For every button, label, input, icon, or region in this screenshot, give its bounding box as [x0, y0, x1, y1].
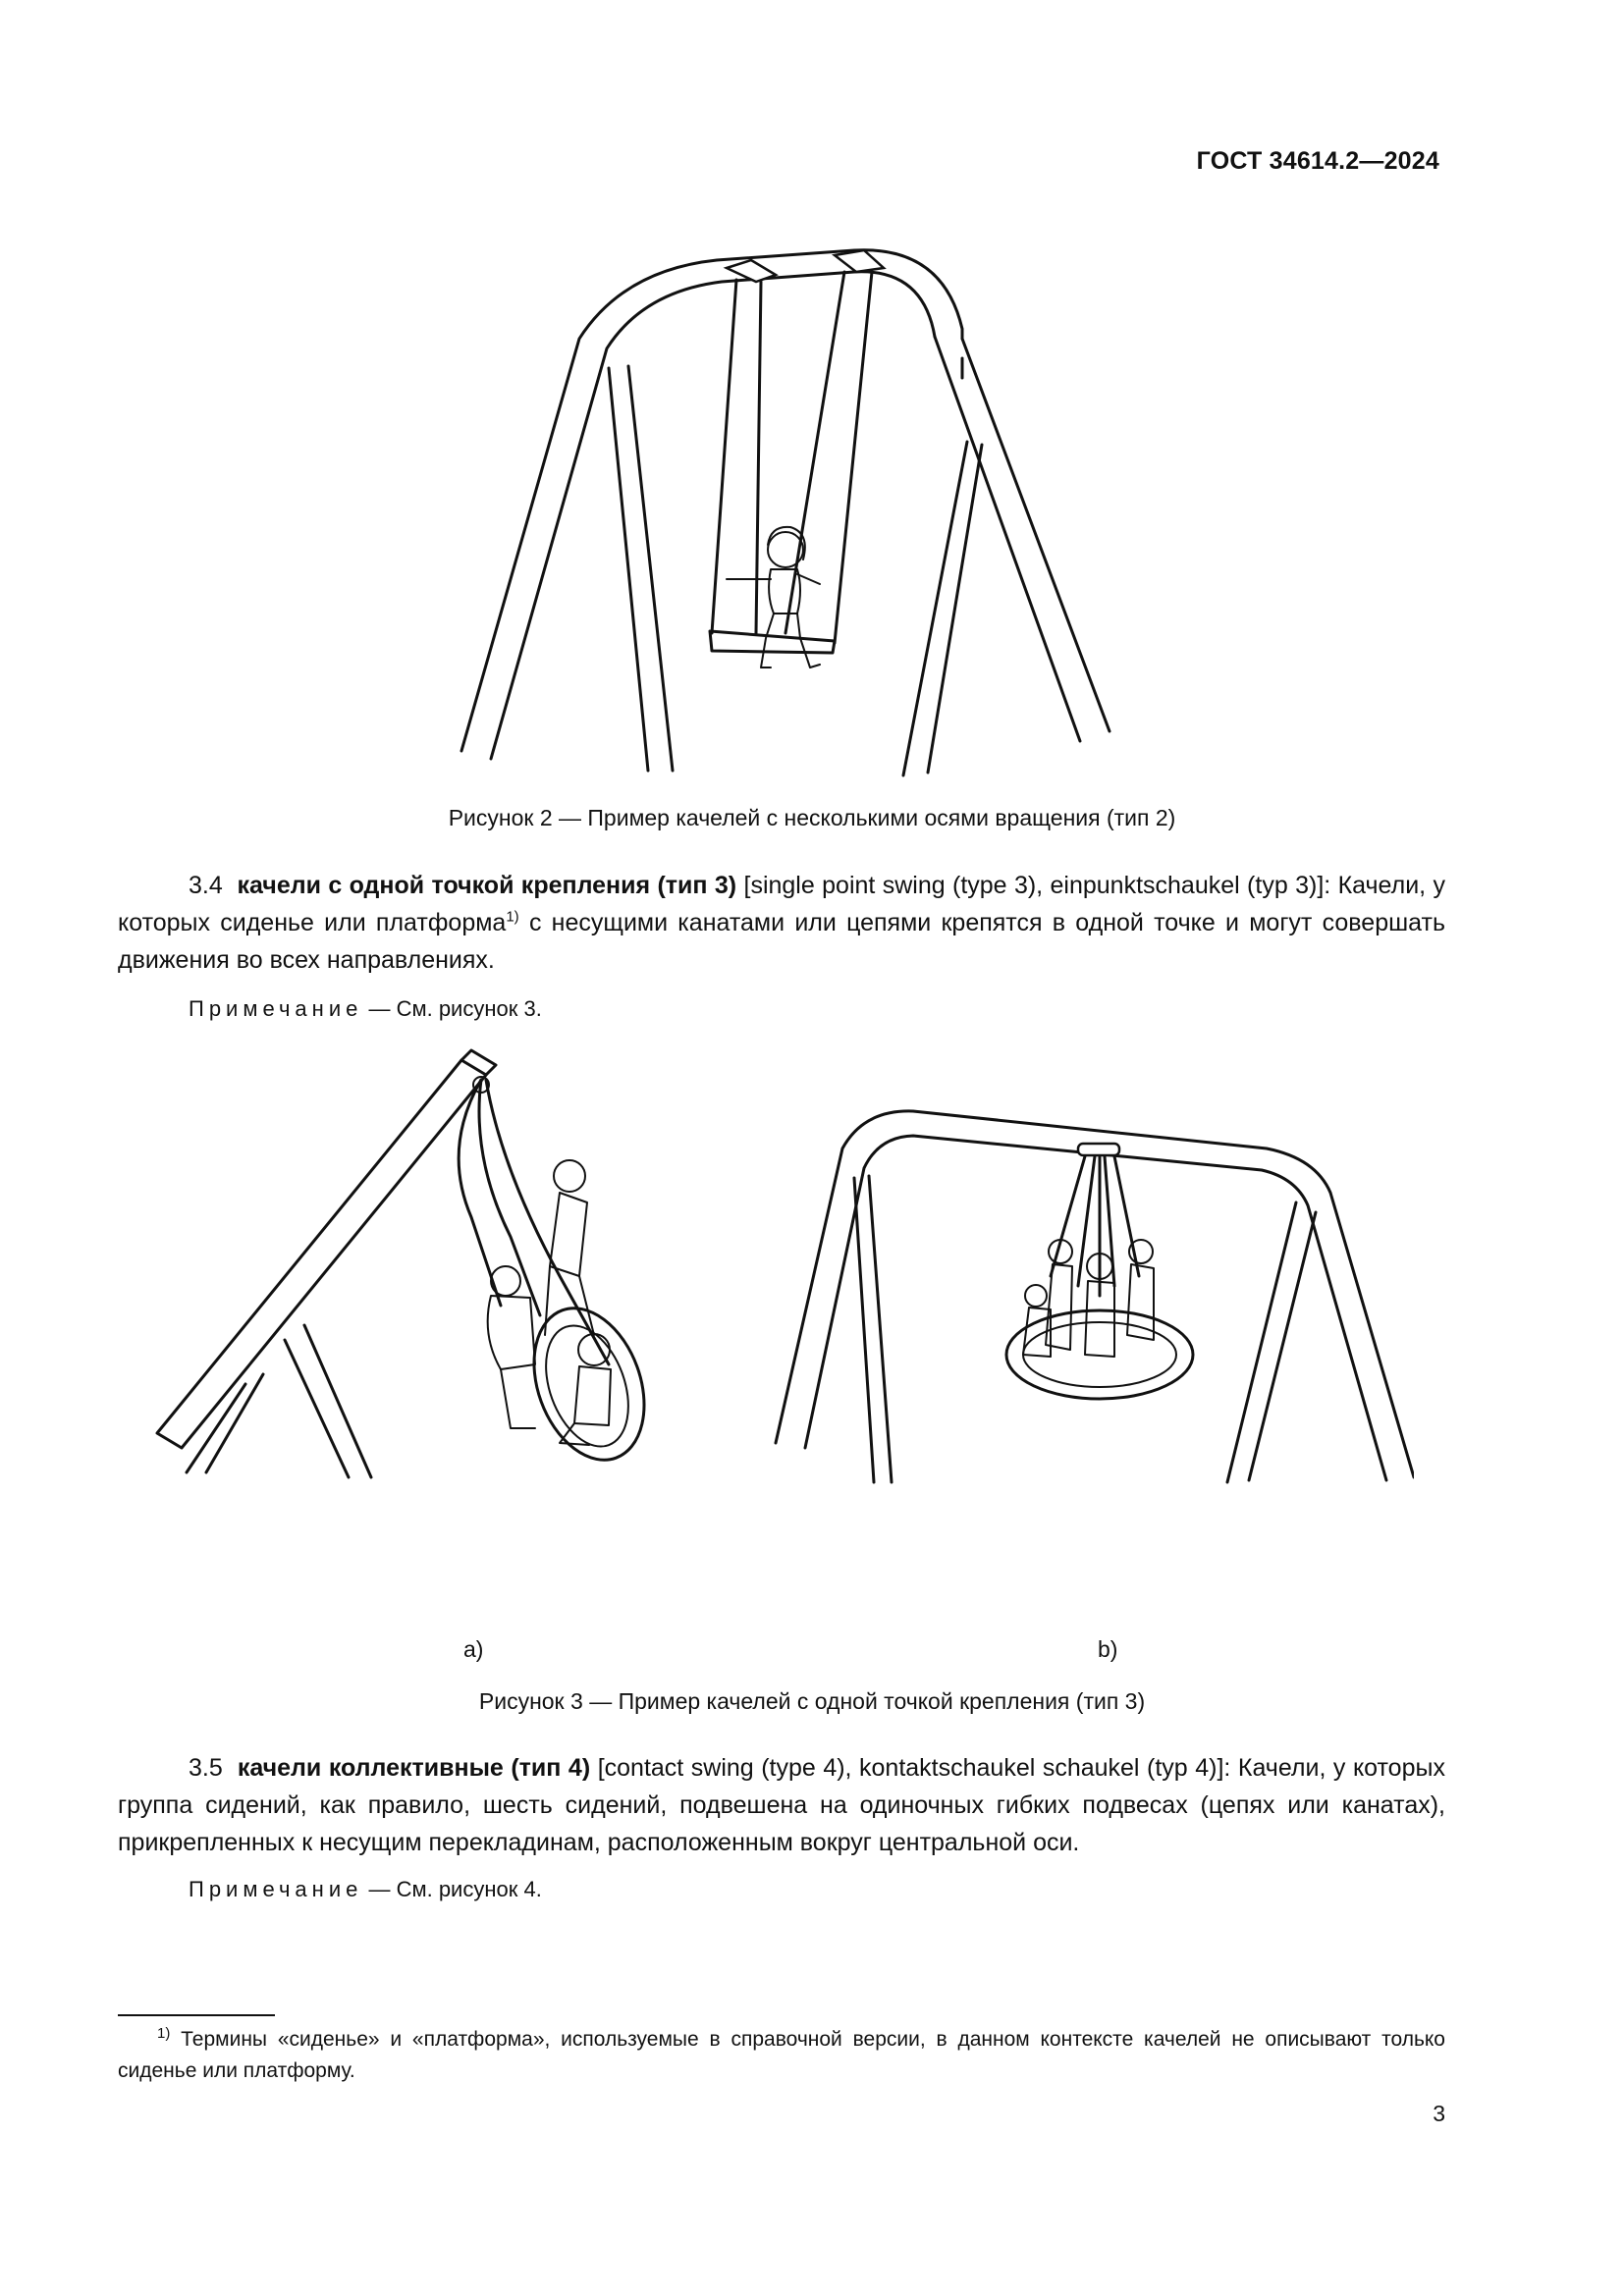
note-text: — См. рисунок 4. — [368, 1877, 542, 1901]
figure-3b-illustration — [766, 1090, 1414, 1492]
footnote-mark: 1) — [157, 2025, 171, 2042]
swing-multi-axis-icon — [432, 221, 1139, 780]
footnote-separator — [118, 2014, 275, 2016]
section-3-5-bracket: [contact swing (type 4), kontaktschaukel schaukel (typ 4)]: — [597, 1754, 1231, 1782]
section-3-4-text-b: с несущими канатами или цепями крепятся в одной точке и могут совершать движения во всех направлениях. — [118, 909, 1445, 974]
section-3-4-text-a: Качели, у которых сиденье или платформа — [118, 872, 1445, 936]
footnote — [118, 2024, 1445, 2087]
section-3-5-number: 3.5 — [189, 1754, 223, 1782]
section-3-4 — [118, 867, 1445, 979]
figure-2-caption: Рисунок 2 — Пример качелей с несколькими осями вращения (тип 2) — [448, 805, 1176, 830]
note-label: Примечание — [189, 1877, 363, 1901]
section-3-5-text: Качели, у которых группа сидений, как правило, шесть сидений, подвешена на одиночных гибких подвесах (цепях или канатах), прикрепленных к несущим перекладинам, расположенным вокруг центральной оси. — [118, 1754, 1445, 1856]
section-3-5-term: качели коллективные (тип 4) — [237, 1754, 591, 1782]
section-3-4-bracket: [single point swing (type 3), einpunktschaukel (typ 3)]: — [743, 872, 1331, 899]
page-number: 3 — [1433, 2101, 1445, 2126]
section-3-4-paragraph — [118, 867, 1445, 979]
note-text: — См. рисунок 3. — [368, 996, 542, 1021]
footnote-text: Термины «сиденье» и «платформа», используемые в справочной версии, в данном контексте качелей не описывают только сиденье или платформу. — [118, 2028, 1445, 2082]
figure-3a-illustration — [147, 1041, 697, 1512]
figure-3b-label: b) — [1098, 1636, 1118, 1662]
single-point-swing-a-icon — [147, 1041, 697, 1512]
section-3-4-note — [189, 996, 542, 1022]
figure-3a-label: a) — [463, 1636, 484, 1662]
single-point-swing-b-icon — [766, 1090, 1414, 1492]
document-id: ГОСТ 34614.2—2024 — [1196, 147, 1439, 175]
figure-2-illustration — [432, 221, 1139, 780]
section-3-4-number: 3.4 — [189, 872, 223, 899]
section-3-4-term: качели с одной точкой крепления (тип 3) — [237, 872, 737, 899]
section-3-5-paragraph — [118, 1749, 1445, 1861]
footnote-paragraph — [118, 2024, 1445, 2087]
figure-3-caption: Рисунок 3 — Пример качелей с одной точкой крепления (тип 3) — [478, 1688, 1146, 1714]
section-3-5-note — [189, 1877, 542, 1902]
footnote-reference[interactable]: 1) — [506, 908, 519, 926]
section-3-5 — [118, 1749, 1445, 1861]
note-label: Примечание — [189, 996, 363, 1021]
